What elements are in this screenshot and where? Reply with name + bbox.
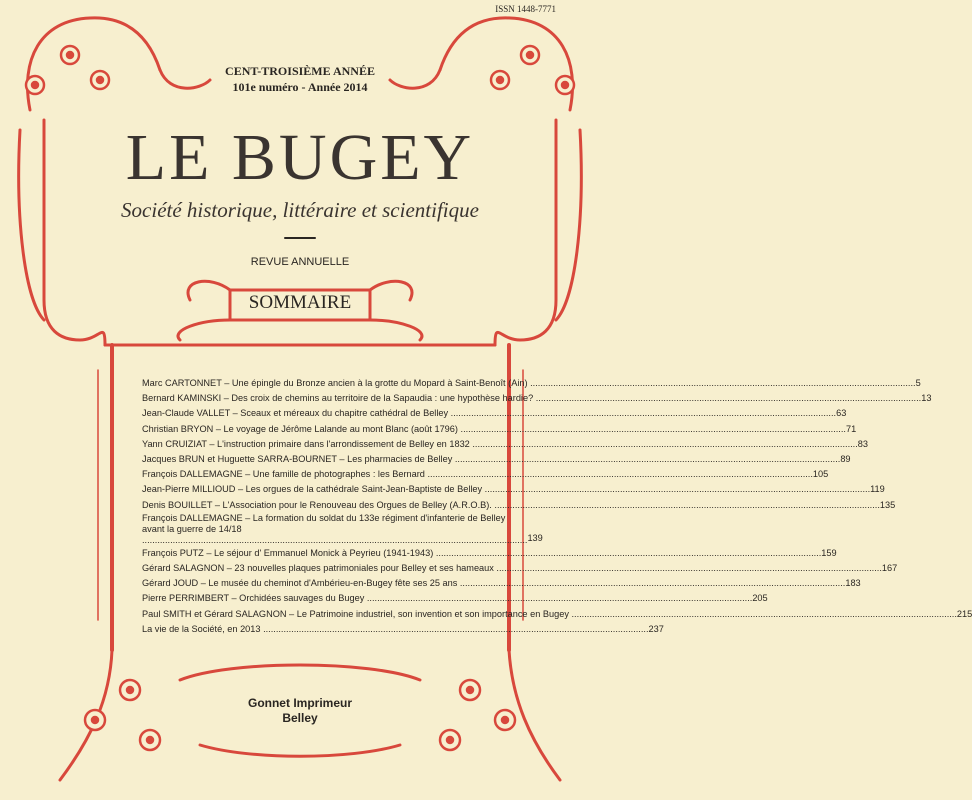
page-title: LE BUGEY [125, 121, 475, 194]
flower-icon [61, 46, 79, 64]
toc-entry [142, 422, 857, 437]
toc-entry-page: 13 [921, 393, 932, 404]
subtitle: Société historique, littéraire et scientifique [121, 198, 479, 222]
printer-city: Belley [282, 711, 318, 725]
sommaire-heading: SOMMAIRE [248, 292, 352, 313]
toc-entry-title: Jean-Pierre MILLIOUD – Les orgues de la cathédrale Saint-Jean-Baptiste de Belley ..... [142, 482, 870, 497]
table-of-contents [142, 376, 972, 637]
flower-icon [440, 730, 460, 750]
toc-entry [142, 512, 543, 546]
toc-entry-title: Yann CRUIZIAT – L'instruction primaire dans l'arrondissement de Belley en 1832 ..... [142, 437, 858, 452]
toc-entry-page: 83 [857, 438, 869, 449]
toc-entry [142, 437, 869, 452]
toc-entry-page: 119 [870, 484, 885, 495]
toc-entry-page: 135 [879, 499, 896, 510]
toc-entry [142, 376, 921, 391]
toc-entry-page: 139 [527, 532, 543, 543]
toc-entry-page: 159 [821, 547, 837, 558]
toc-entry-title: Gérard JOUD – Le musée du cheminot d'Ambérieu-en-Bugey fête ses 25 ans ..... [142, 576, 845, 591]
toc-entry-title: Bernard KAMINSKI – Des croix de chemins au territoire de la Sapaudia : une hypothèse hardie? ..... [142, 391, 921, 406]
toc-entry [142, 406, 847, 421]
toc-entry-title: La vie de la Société, en 2013 ..... [142, 622, 649, 637]
toc-entry [142, 467, 829, 482]
toc-entry-page: 205 [752, 593, 768, 604]
toc-entry-title: François DALLEMAGNE – La formation du soldat du 133e régiment d'infanterie de Belley avant la guerre de 14/18 ..... [142, 513, 527, 546]
toc-entry-page: 167 [881, 563, 898, 574]
toc-entry-page: 183 [845, 578, 861, 589]
toc-entry-title: Jean-Claude VALLET – Sceaux et méreaux du chapitre cathédral de Belley ..... [142, 406, 836, 421]
toc-entry [142, 391, 932, 406]
printer [0, 696, 600, 726]
toc-entry [142, 452, 851, 467]
toc-entry [142, 561, 898, 576]
toc-entry [142, 622, 664, 637]
printer-name: Gonnet Imprimeur [247, 696, 352, 710]
toc-entry [142, 482, 885, 497]
toc-entry-title: Marc CARTONNET – Une épingle du Bronze ancien à la grotte du Mopard à Saint-Benoît (Ain) ..... [142, 376, 916, 391]
toc-entry-title: Pierre PERRIMBERT – Orchidées sauvages du Bugey ..... [142, 591, 752, 606]
toc-entry-page: 105 [812, 469, 829, 480]
toc-entry-page: 71 [845, 423, 857, 434]
toc-entry [142, 576, 861, 591]
volume-year: CENT-TROISIÈME ANNÉE [225, 64, 375, 78]
toc-entry-page: 215 [956, 608, 972, 619]
toc-entry-page: 5 [915, 378, 921, 388]
toc-entry-title: François DALLEMAGNE – Une famille de photographes : les Bernard ..... [142, 467, 813, 482]
toc-entry-title: Christian BRYON – Le voyage de Jérôme Lalande au mont Blanc (août 1796) ..... [142, 422, 846, 437]
toc-entry [142, 546, 837, 561]
flower-icon [521, 46, 539, 64]
toc-entry [142, 591, 768, 606]
toc-entry-page: 89 [840, 454, 851, 465]
flower-icon [140, 730, 160, 750]
issue-number: 101e numéro - Année 2014 [232, 80, 368, 94]
toc-entry-title: Gérard SALAGNON – 23 nouvelles plaques patrimoniales pour Belley et ses hameaux ..... [142, 561, 882, 576]
toc-entry [142, 607, 972, 622]
toc-entry [142, 498, 896, 513]
toc-entry-title: Denis BOUILLET – L'Association pour le Renouveau des Orgues de Belley (A.R.O.B). ..... [142, 498, 880, 513]
toc-entry-page: 237 [648, 623, 664, 634]
toc-entry-title: François PUTZ – Le séjour d' Emmanuel Monick à Peyrieu (1941-1943) ..... [142, 546, 821, 561]
revue-label: REVUE ANNUELLE [250, 256, 350, 268]
toc-entry-title: Jacques BRUN et Huguette SARRA-BOURNET – Les pharmacies de Belley ..... [142, 452, 840, 467]
issn: ISSN 1448-7771 [495, 4, 556, 14]
toc-entry-title: Paul SMITH et Gérard SALAGNON – Le Patrimoine industriel, son invention et son importance en Bugey ..... [142, 607, 957, 622]
toc-entry-page: 63 [836, 408, 847, 419]
